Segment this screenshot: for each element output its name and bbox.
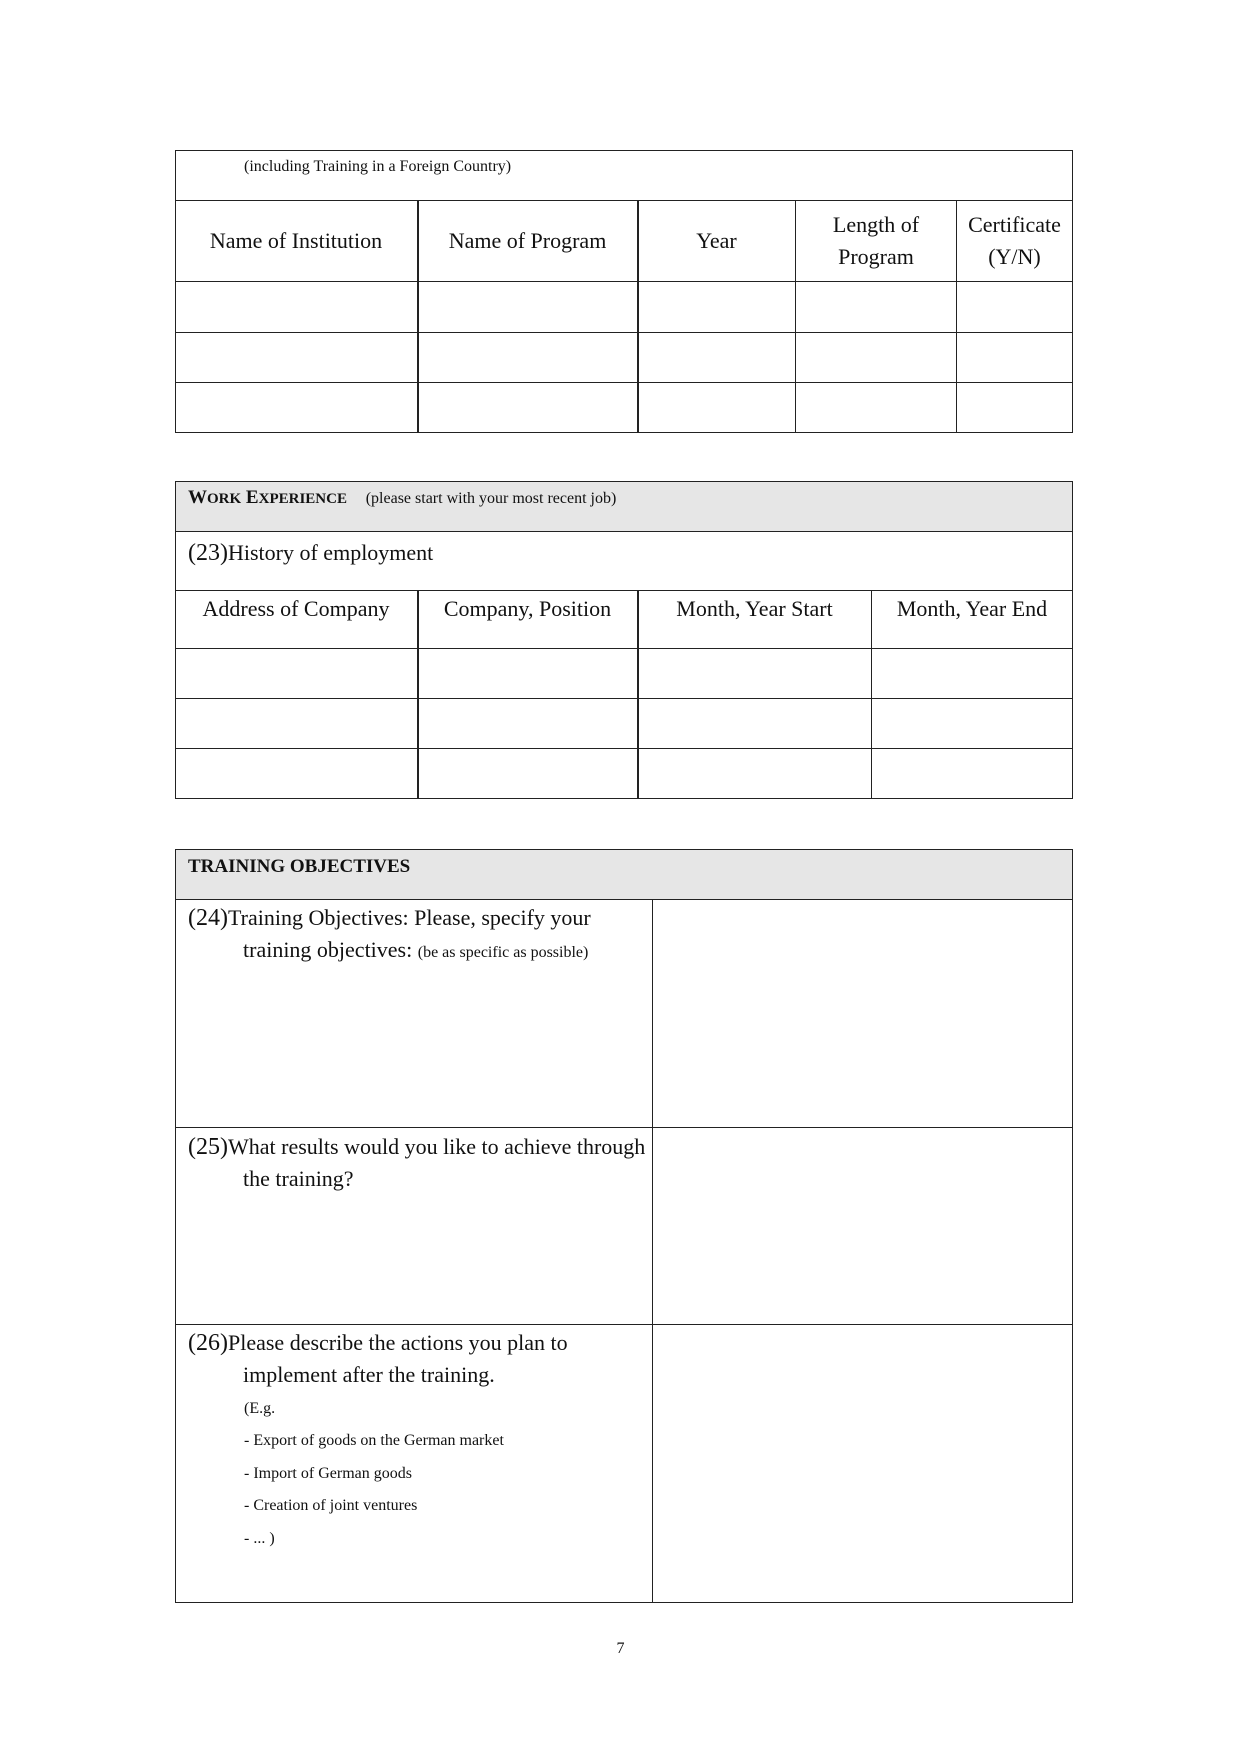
work-row-1[interactable] xyxy=(176,649,1072,698)
question-25 xyxy=(188,1131,652,1194)
header-year: Year xyxy=(696,227,737,253)
work-row-3[interactable] xyxy=(176,749,1072,798)
training-row-2[interactable] xyxy=(176,333,1072,382)
example-3: - Import of German goods xyxy=(244,1465,412,1482)
header-certificate xyxy=(957,200,1072,281)
page-number: 7 xyxy=(616,1640,625,1657)
header-institution: Name of Institution xyxy=(209,227,383,253)
training-objectives-title: TRAINING OBJECTIVES xyxy=(188,856,411,877)
example-1: (E.g. xyxy=(244,1400,276,1417)
training-note: (including Training in a Foreign Country) xyxy=(244,158,512,175)
answer-24-field[interactable] xyxy=(653,900,1072,1127)
question-24-line2: training objectives: xyxy=(243,937,413,962)
question-25-number: (25) xyxy=(188,1134,228,1160)
question-24-number: (24) xyxy=(188,905,228,931)
header-company-position: Company, Position xyxy=(443,596,612,621)
header-year-start: Month, Year Start xyxy=(676,596,833,621)
question-24-note: (be as specific as possible) xyxy=(417,944,589,961)
work-experience-note: (please start with your most recent job) xyxy=(365,490,617,507)
question-26-line1: Please describe the actions you plan to xyxy=(227,1330,568,1355)
work-row-2[interactable] xyxy=(176,699,1072,748)
header-address: Address of Company xyxy=(202,596,390,621)
question-26-number: (26) xyxy=(188,1330,228,1356)
answer-25-field[interactable] xyxy=(653,1128,1072,1324)
header-year-end: Month, Year End xyxy=(896,596,1048,621)
question-23-text: History of employment xyxy=(227,540,434,565)
question-25-line1: What results would you like to achieve through xyxy=(227,1134,646,1159)
example-2: - Export of goods on the German market xyxy=(244,1432,504,1449)
question-26-line2: implement after the training. xyxy=(243,1362,495,1387)
example-5: - ... ) xyxy=(244,1530,275,1547)
header-length-line1: Length of xyxy=(832,211,920,237)
question-24-line1: Training Objectives: Please, specify your xyxy=(227,905,591,930)
question-26 xyxy=(188,1327,648,1390)
header-length xyxy=(796,200,956,281)
question-24 xyxy=(188,902,648,968)
question-23 xyxy=(188,537,433,569)
training-row-1[interactable] xyxy=(176,282,1072,332)
example-4: - Creation of joint ventures xyxy=(244,1497,418,1514)
question-25-line2: the training? xyxy=(243,1166,354,1191)
answer-26-field[interactable] xyxy=(653,1325,1072,1602)
header-certificate-line1: Certificate xyxy=(968,211,1061,237)
header-length-line2: Program xyxy=(838,243,914,269)
header-certificate-line2: (Y/N) xyxy=(988,243,1041,269)
header-program: Name of Program xyxy=(448,227,607,253)
work-experience-title: WORK EXPERIENCE (please start with your most recent job) xyxy=(188,487,617,508)
training-row-3[interactable] xyxy=(176,383,1072,432)
question-23-number: (23) xyxy=(188,540,228,566)
